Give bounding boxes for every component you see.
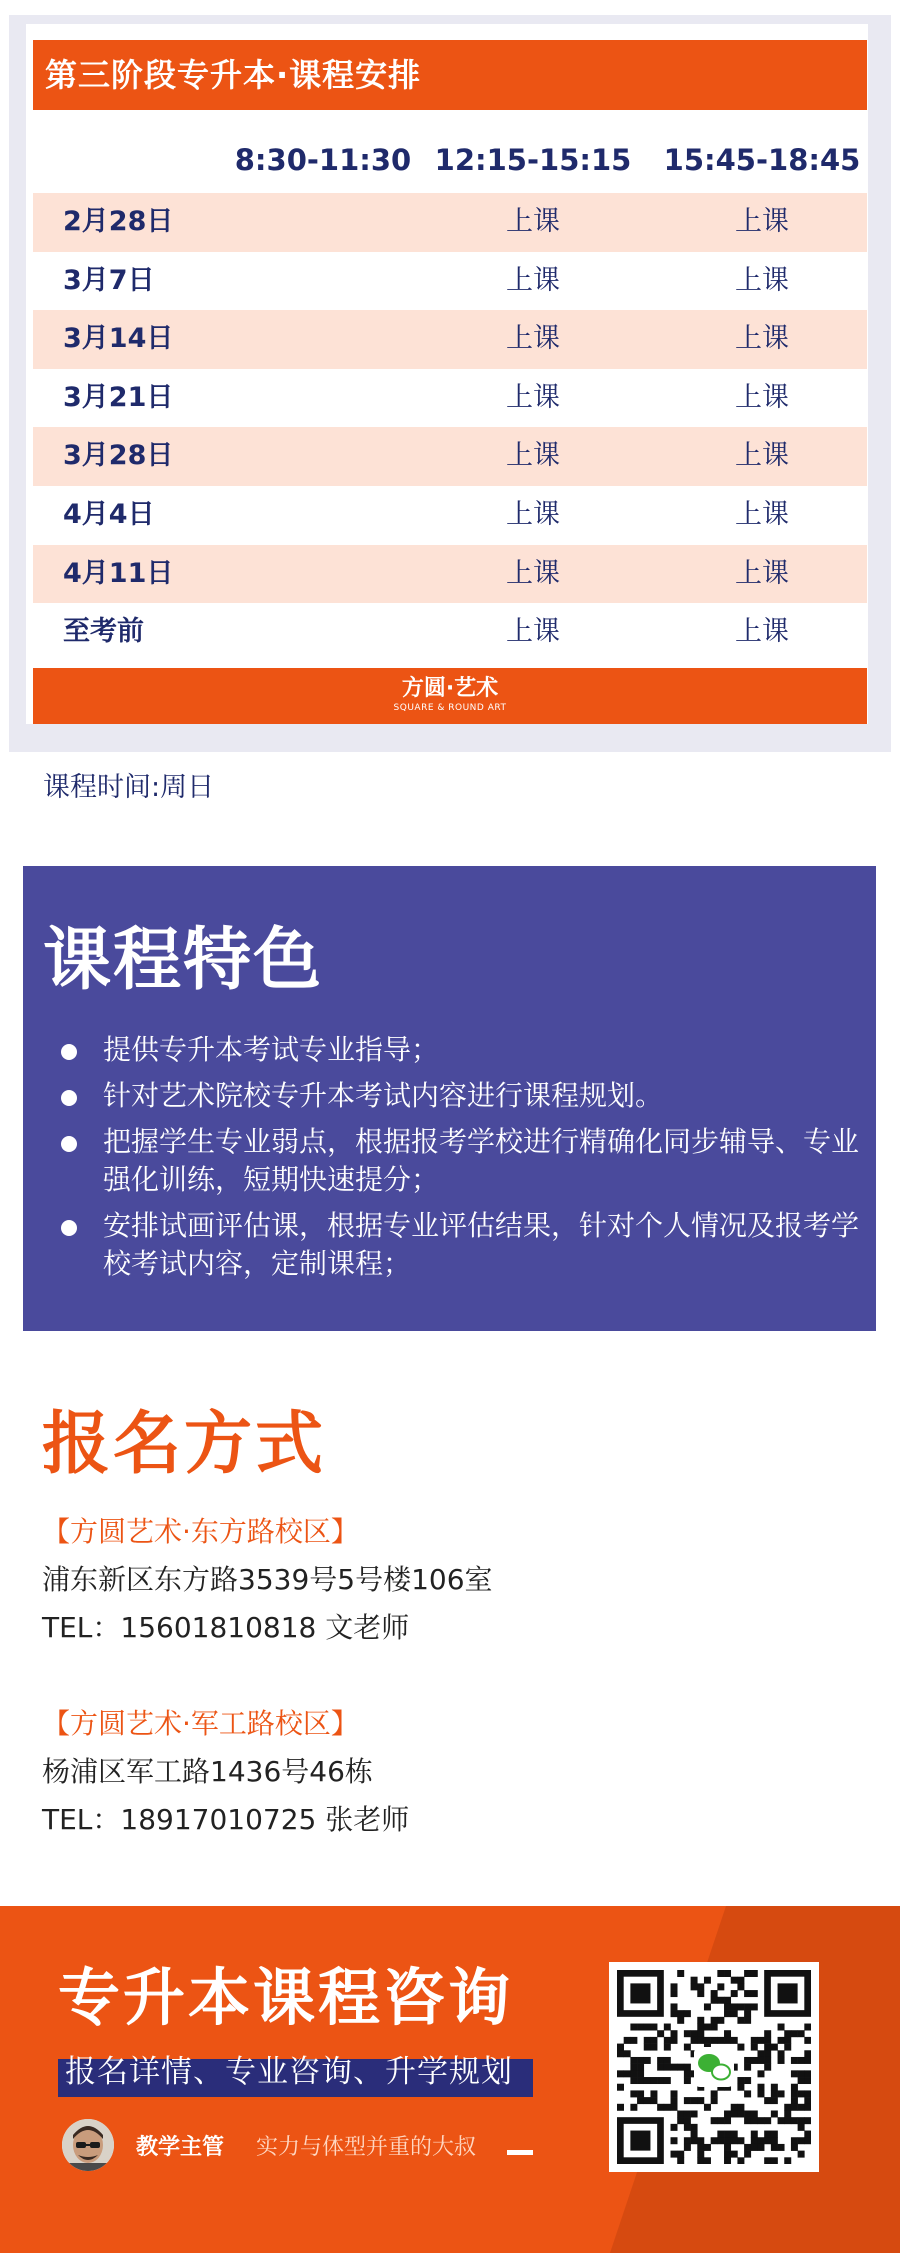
- table-row: [33, 193, 867, 252]
- row-date: 4月11日: [63, 557, 174, 589]
- campus-phone[interactable]: TEL：18917010725 张老师: [42, 1803, 410, 1836]
- feature-text: 安排试画评估课，根据专业评估结果，针对个人情况及报考学校考试内容，定制课程；: [103, 1209, 860, 1280]
- consult-banner: [0, 1906, 900, 2253]
- table-row: [33, 486, 867, 545]
- feature-text: 针对艺术院校专升本考试内容进行课程规划。: [103, 1079, 664, 1112]
- table-row: [33, 427, 867, 486]
- teacher-description: 实力与体型并重的大叔: [256, 2135, 477, 2160]
- features-panel: [23, 866, 876, 1331]
- row-slot-3: 上课: [735, 206, 789, 237]
- campus-address: 浦东新区东方路3539号5号楼106室: [42, 1563, 493, 1596]
- campus-block-east: [42, 1508, 493, 1652]
- row-slot-2: 上课: [506, 323, 560, 355]
- brand-logo-text: 方圆·艺术: [401, 676, 499, 701]
- row-slot-2: 上课: [506, 381, 560, 413]
- schedule-title: 第三阶段专升本·课程安排: [45, 56, 422, 94]
- teacher-role: 教学主管: [136, 2135, 225, 2160]
- bullet-icon: [61, 1136, 77, 1152]
- consult-title: 专升本课程咨询: [58, 1961, 514, 2034]
- row-slot-3: 上课: [735, 440, 789, 472]
- table-row: [33, 603, 867, 662]
- campus-name: 【方圆艺术·东方路校区】: [42, 1515, 359, 1548]
- campus-block-jungong: [42, 1700, 409, 1844]
- signup-title: 报名方式: [42, 1405, 327, 1484]
- table-row: [33, 545, 867, 604]
- row-date: 3月14日: [63, 323, 174, 355]
- schedule-header: [33, 40, 867, 110]
- row-slot-2: 上课: [506, 616, 560, 648]
- avatar-icon: [62, 2119, 114, 2171]
- bullet-icon: [61, 1220, 77, 1236]
- brand-logo: [33, 676, 867, 714]
- row-slot-2: 上课: [506, 206, 560, 237]
- time-slot-header: [33, 130, 867, 190]
- list-item: [43, 1123, 863, 1199]
- row-slot-3: 上课: [735, 498, 789, 530]
- row-slot-2: 上课: [506, 264, 560, 296]
- row-date: 3月28日: [63, 440, 174, 472]
- brand-logo-subtext: SQUARE & ROUND ART: [393, 703, 507, 713]
- row-slot-2: 上课: [506, 498, 560, 530]
- row-date: 4月4日: [63, 498, 155, 530]
- row-date: 3月7日: [63, 264, 155, 296]
- row-slot-2: 上课: [506, 557, 560, 589]
- list-item: [43, 1077, 863, 1115]
- feature-text: 把握学生专业弱点，根据报考学校进行精确化同步辅导、专业强化训练，短期快速提分；: [103, 1125, 860, 1196]
- row-date: 至考前: [63, 616, 144, 648]
- qr-code-icon: [617, 1970, 811, 2164]
- table-row: [33, 369, 867, 428]
- time-slot-3: 15:45-18:45: [663, 143, 861, 177]
- bullet-icon: [61, 1090, 77, 1106]
- row-slot-3: 上课: [735, 264, 789, 296]
- schedule-rows: [33, 193, 867, 662]
- avatar: [62, 2119, 114, 2171]
- row-date: 2月28日: [63, 206, 174, 237]
- feature-text: 提供专升本考试专业指导；: [103, 1033, 440, 1066]
- campus-address: 杨浦区军工路1436号46栋: [42, 1755, 373, 1788]
- row-slot-3: 上课: [735, 323, 789, 355]
- list-item: [43, 1031, 863, 1069]
- features-list: [43, 1031, 863, 1291]
- campus-phone[interactable]: TEL：15601810818 文老师: [42, 1611, 410, 1644]
- time-slot-1: 8:30-11:30: [234, 143, 412, 177]
- row-slot-2: 上课: [506, 440, 560, 472]
- dash-decoration: [507, 2150, 533, 2155]
- row-slot-3: 上课: [735, 616, 789, 648]
- table-row: [33, 310, 867, 369]
- time-slot-2: 12:15-15:15: [434, 143, 632, 177]
- course-time-note: 课程时间:周日: [43, 772, 215, 803]
- row-slot-3: 上课: [735, 557, 789, 589]
- features-title: 课程特色: [43, 921, 324, 1000]
- schedule-footer: [33, 668, 867, 724]
- campus-name: 【方圆艺术·军工路校区】: [42, 1707, 359, 1740]
- list-item: [43, 1207, 863, 1283]
- row-date: 3月21日: [63, 381, 174, 413]
- row-slot-3: 上课: [735, 381, 789, 413]
- table-row: [33, 252, 867, 311]
- consult-subtitle: 报名详情、专业咨询、升学规划: [65, 2054, 513, 2090]
- wechat-qr-code[interactable]: [609, 1962, 819, 2172]
- bullet-icon: [61, 1044, 77, 1060]
